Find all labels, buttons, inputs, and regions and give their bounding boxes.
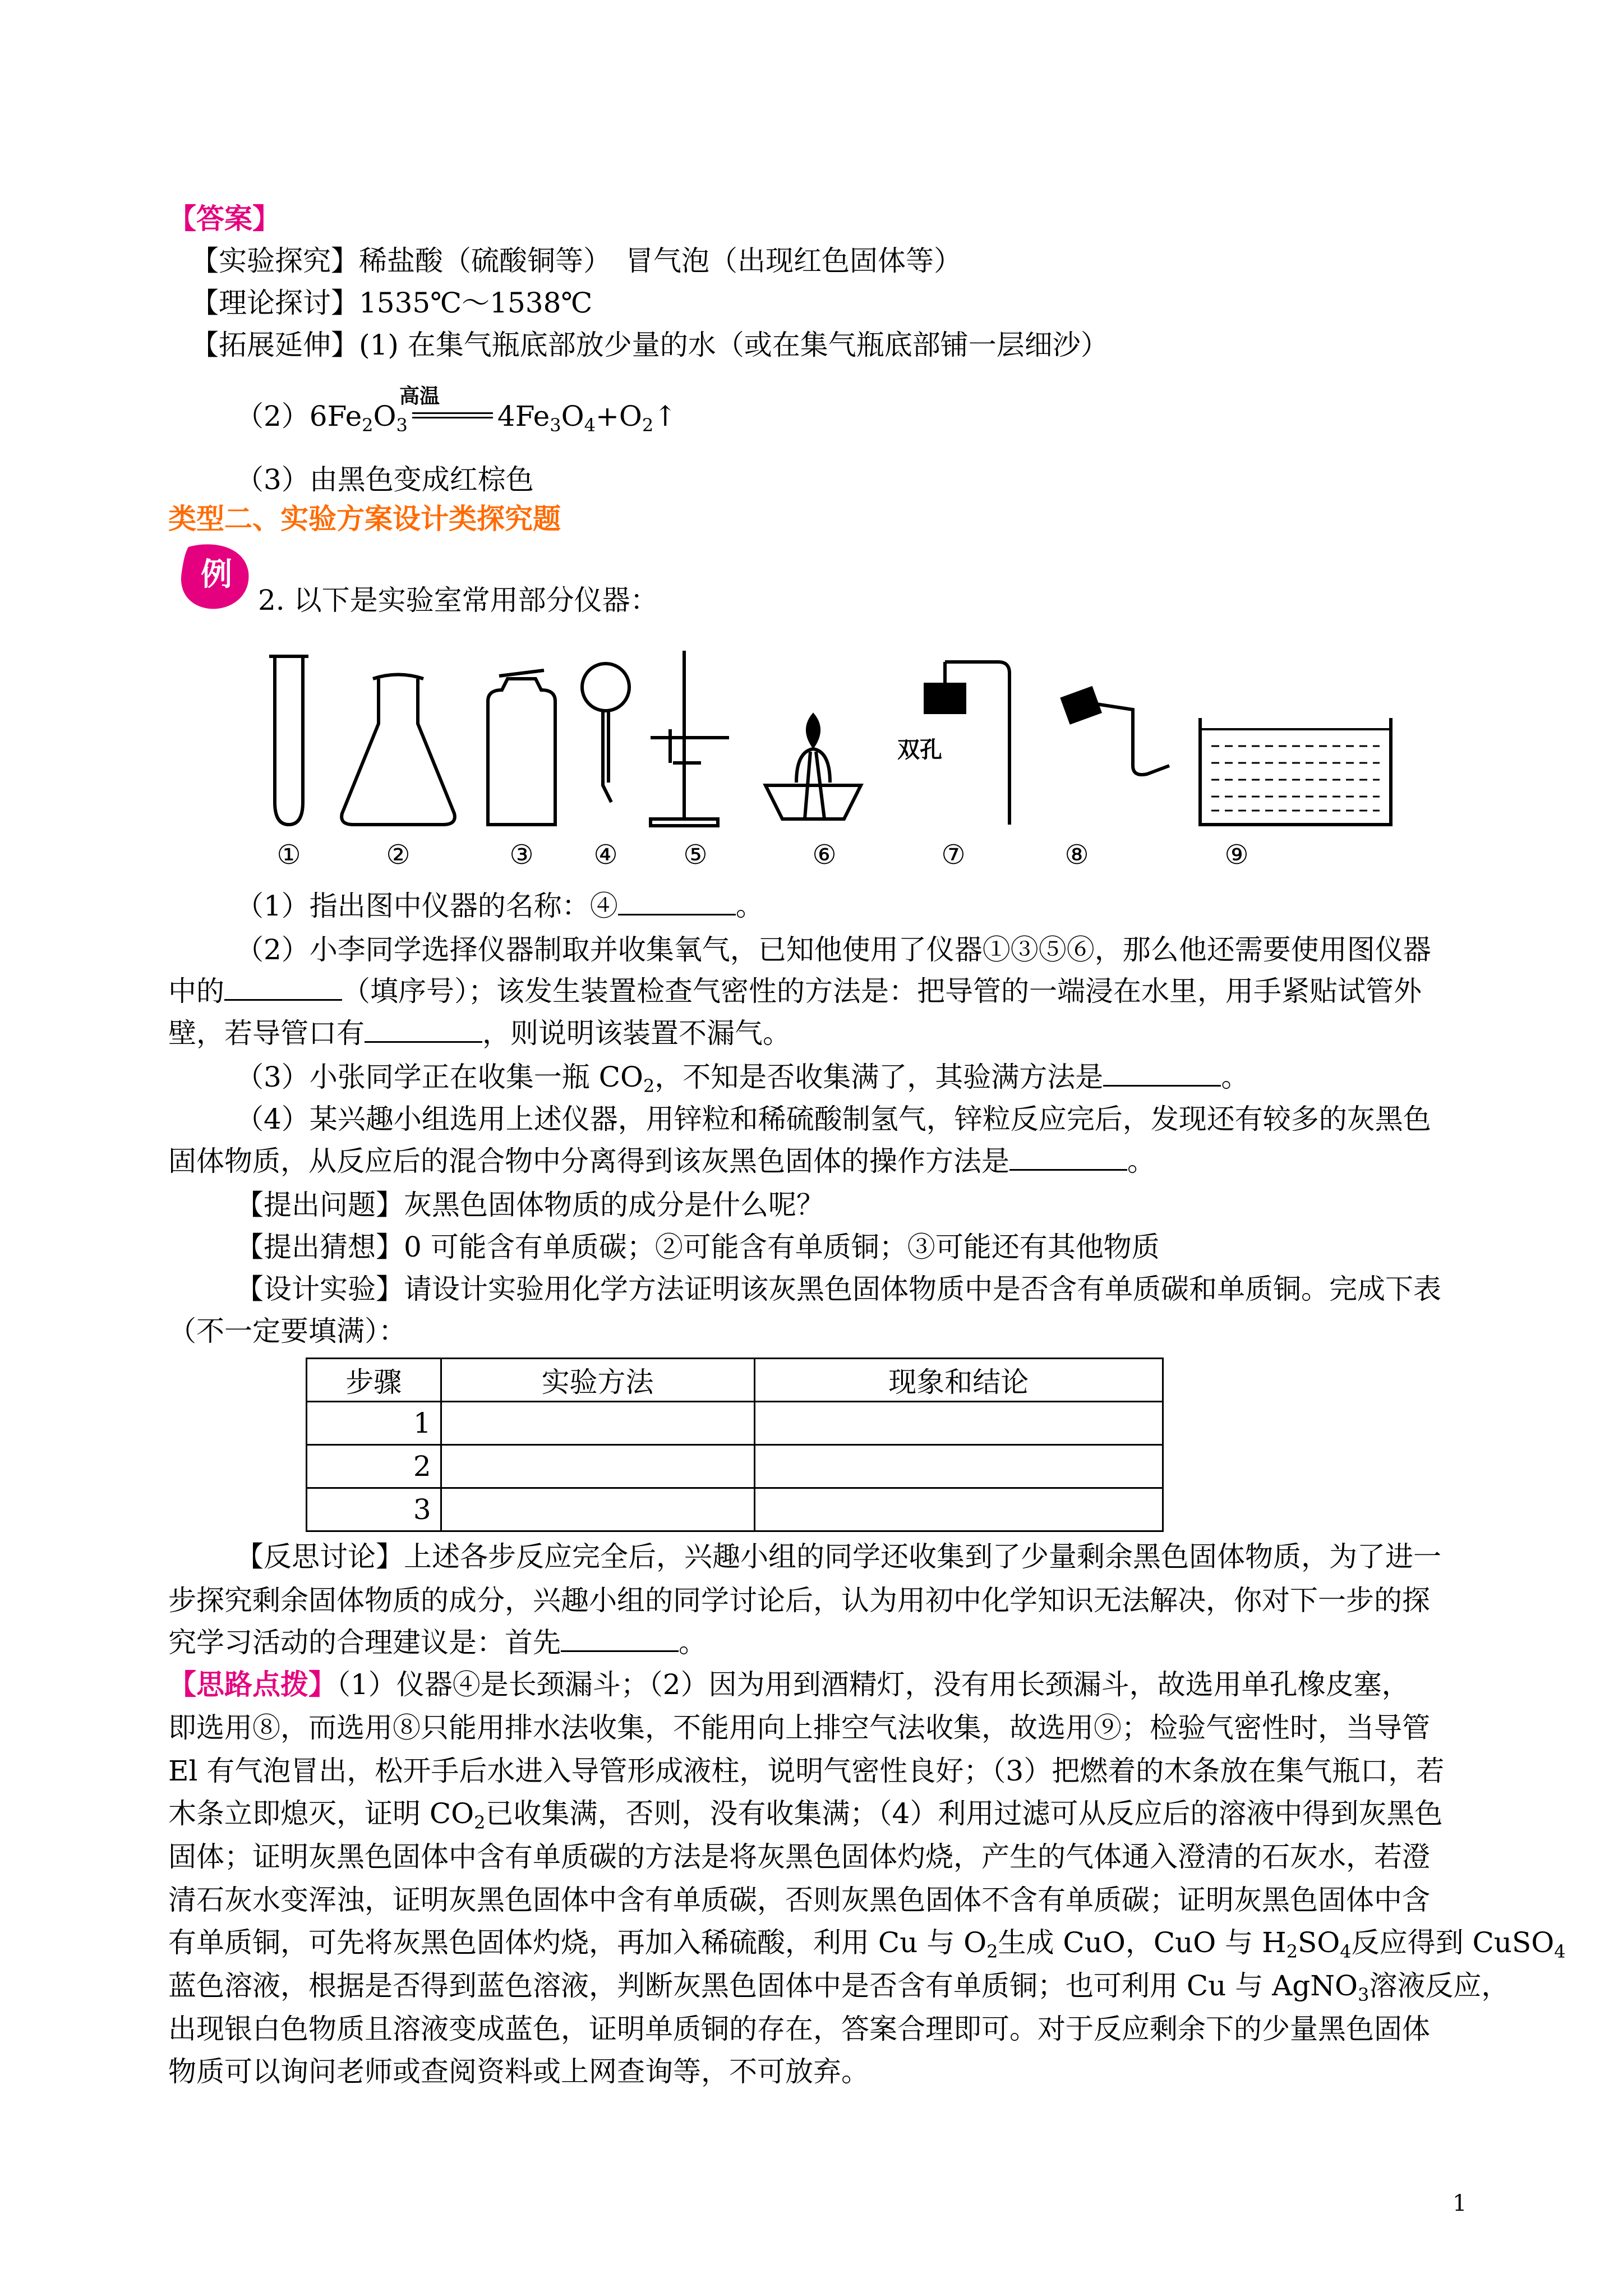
figure-label-6: ⑥	[812, 839, 837, 871]
alcohol-lamp-icon	[766, 715, 861, 819]
figure-label-4: ④	[593, 839, 618, 871]
figure-label-9: ⑨	[1224, 839, 1249, 871]
step-number: 1	[307, 1402, 441, 1445]
method-cell[interactable]	[441, 1445, 754, 1488]
table-header: 实验方法	[441, 1359, 754, 1402]
result-cell[interactable]	[754, 1488, 1163, 1531]
answer-blank[interactable]	[1103, 1062, 1221, 1087]
question-2a: （2）小李同学选择仪器制取并收集氧气，已知他使用了仪器①③⑤⑥，那么他还需要使用图仪器	[236, 933, 1431, 966]
experiment-table	[306, 1358, 1164, 1532]
answer-heading: 【答案】	[168, 202, 280, 235]
hint-line-4: 木条立即熄灭，证明 $CO_2$已收集满，否则，没有收集满；（4）利用过滤可从反应后的溶液中得到灰黑色	[168, 1797, 1443, 1833]
hint-line-3: El 有气泡冒出，松开手后水进入导管形成液柱，说明气密性良好；（3）把燃着的木条放在集气瓶口，若	[168, 1755, 1445, 1787]
gas-bottle-icon	[488, 670, 555, 825]
figure-label-2: ②	[386, 839, 411, 871]
figure-label-7: ⑦	[941, 839, 966, 871]
figure-label-1: ①	[276, 839, 301, 871]
water-trough-icon	[1200, 718, 1391, 825]
reflect-line-1: 【反思讨论】上述各步反应完全后，兴趣小组的同学还收集到了少量剩余黑色固体物质，为了进一	[236, 1540, 1441, 1573]
question-2c: 壁，若导管口有 ，则说明该装置不漏气。	[168, 1017, 791, 1050]
method-cell[interactable]	[441, 1402, 754, 1445]
question-4b: 固体物质，从反应后的混合物中分离得到该灰黑色固体的操作方法是 。	[168, 1145, 1155, 1177]
equation-prefix: （2）6Fe	[236, 400, 362, 432]
answer-line-3: 【拓展延伸】(1) 在集气瓶底部放少量的水（或在集气瓶底部铺一层细沙）	[191, 329, 1109, 361]
reflect-line-3: 究学习活动的合理建议是：首先 。	[168, 1626, 707, 1659]
two-hole-label: 双孔	[897, 737, 942, 763]
answer-blank[interactable]	[1009, 1147, 1127, 1171]
conical-flask-icon	[342, 675, 455, 825]
question-2b: 中的 （填序号）；该发生装置检查气密性的方法是：把导管的一端浸在水里，用手紧贴试管外	[168, 975, 1422, 1007]
answer-line-1: 【实验探究】稀盐酸（硫酸铜等） 冒气泡（出现红色固体等）	[191, 245, 962, 277]
result-cell[interactable]	[754, 1402, 1163, 1445]
table-header: 现象和结论	[754, 1359, 1163, 1402]
answer-line-4: （3）由黑色变成红棕色	[236, 463, 534, 496]
guess-line: 【提出猜想】0 可能含有单质碳；②可能含有单质铜；③可能还有其他物质	[236, 1231, 1160, 1263]
table-row	[307, 1402, 1163, 1445]
hint-line-10: 物质可以询问老师或查阅资料或上网查询等，不可放弃。	[168, 2055, 869, 2088]
equation-condition: 高温	[399, 384, 440, 408]
apparatus-figure	[258, 639, 1458, 875]
test-tube-icon	[269, 656, 308, 825]
design-line-a: 【设计实验】请设计实验用化学方法证明该灰黑色固体物质中是否含有单质碳和单质铜。完成下表	[236, 1273, 1441, 1305]
answer-blank[interactable]	[365, 1019, 482, 1043]
method-cell[interactable]	[441, 1488, 754, 1531]
design-line-b: （不一定要填满）：	[168, 1315, 407, 1347]
hint-line-6: 清石灰水变浑浊，证明灰黑色固体中含有单质碳，否则灰黑色固体不含有单质碳；证明灰黑色固体中含	[168, 1884, 1430, 1916]
answer-blank[interactable]	[618, 891, 736, 915]
hint-line-8: 蓝色溶液，根据是否得到蓝色溶液，判断灰黑色固体中是否含有单质铜；也可利用 Cu 与 AgNO$_3$溶液反应，	[168, 1970, 1510, 2005]
ask-question: 【提出问题】灰黑色固体物质的成分是什么呢？	[236, 1189, 824, 1221]
answer-blank[interactable]	[561, 1628, 679, 1652]
iron-stand-icon	[651, 651, 729, 826]
example-intro: 2. 以下是实验室常用部分仪器：	[258, 584, 658, 616]
hint-line-7: 有单质铜，可先将灰黑色固体灼烧，再加入稀硫酸，利用 Cu 与 $O_2$生成 CuO，CuO 与 $H_2SO_4$反应得到 CuSO$_4$	[168, 1926, 1566, 1962]
table-row	[307, 1488, 1163, 1531]
section-title: 类型二、实验方案设计类探究题	[168, 502, 561, 535]
figure-label-3: ③	[509, 839, 534, 871]
page-number: 1	[1453, 2191, 1467, 2216]
table-header-row	[307, 1359, 1163, 1402]
question-3: （3）小张同学正在收集一瓶 $CO_2$，不知是否收集满了，其验满方法是 。	[236, 1061, 1249, 1097]
example-badge-text: 例	[201, 556, 232, 593]
question-4a: （4）某兴趣小组选用上述仪器，用锌粒和稀硫酸制氢气，锌粒反应完后，发现还有较多的灰黑色	[236, 1103, 1431, 1135]
equation-condition-arrow	[408, 410, 497, 427]
step-number: 3	[307, 1488, 441, 1531]
answer-blank[interactable]	[224, 977, 342, 1001]
figure-label-8: ⑧	[1064, 839, 1089, 871]
funnel-icon	[582, 664, 629, 802]
example-badge-icon	[178, 541, 257, 614]
question-1: （1）指出图中仪器的名称：④ 。	[236, 890, 764, 922]
answer-line-2: 【理论探讨】1535℃～1538℃	[191, 287, 593, 319]
reflect-line-2: 步探究剩余固体物质的成分，兴趣小组的同学讨论后，认为用初中化学知识无法解决，你对下一步的探	[168, 1584, 1430, 1617]
hint-line-9: 出现银白色物质且溶液变成蓝色，证明单质铜的存在，答案合理即可。对于反应剩余下的少量黑色固体	[168, 2013, 1430, 2045]
hint-heading: 【思路点拨】	[168, 1668, 336, 1701]
table-row	[307, 1445, 1163, 1488]
table-header: 步骤	[307, 1359, 441, 1402]
step-number: 2	[307, 1445, 441, 1488]
hint-line-1: 【思路点拨】（1）仪器④是长颈漏斗；（2）因为用到酒精灯，没有用长颈漏斗，故选用单孔橡皮塞，	[168, 1668, 1410, 1701]
hint-line-2: 即选用⑧，而选用⑧只能用排水法收集，不能用向上排空气法收集，故选用⑨；检验气密性时，当导管	[168, 1711, 1430, 1744]
figure-label-5: ⑤	[683, 839, 708, 871]
single-hole-stopper-icon	[1062, 688, 1169, 775]
result-cell[interactable]	[754, 1445, 1163, 1488]
hint-line-5: 固体；证明灰黑色固体中含有单质碳的方法是将灰黑色固体灼烧，产生的气体通入澄清的石灰水，若澄	[168, 1841, 1430, 1873]
equation-line: $(2)6Fe_2O_3$ $4Fe_3O_4+O_2↑$	[236, 400, 677, 436]
